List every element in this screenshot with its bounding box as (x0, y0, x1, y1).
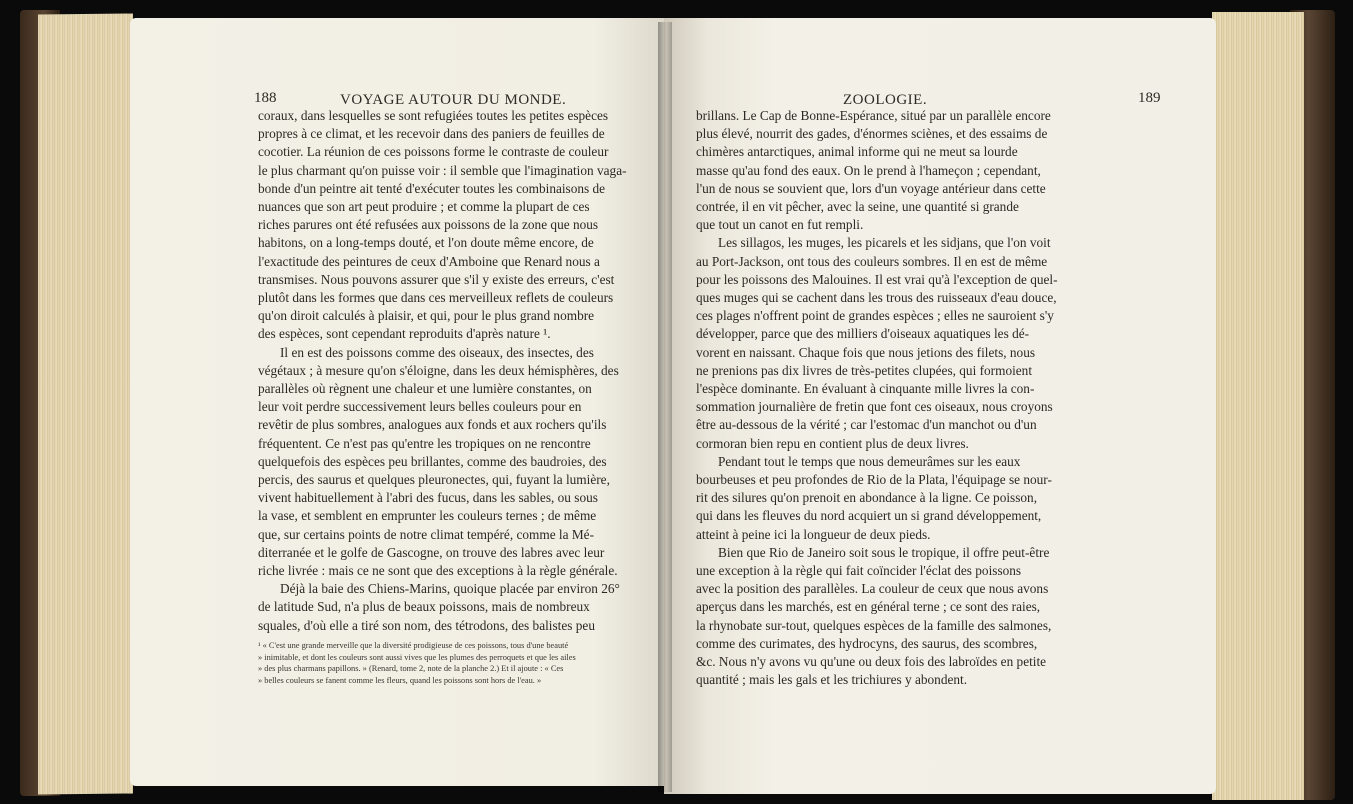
left-running-head: VOYAGE AUTOUR DU MONDE. (340, 92, 567, 108)
text-line: la rhynobate sur-tout, quelques espèces de la famille des salmones, (696, 617, 1052, 633)
text-line: rit des silures qu'on prenoit en abondance à la ligne. Ce poisson, (696, 490, 1038, 506)
text-line: que, sur certains points de notre climat tempéré, comme la Mé- (258, 526, 594, 542)
text-line: habitons, on a long-temps douté, et l'on doute même encore, de (258, 235, 594, 251)
footnote-line: » belles couleurs se fanent comme les fleurs, quand les poissons sont hors de l'eau. » (258, 675, 542, 685)
text-line: être au-dessous de la vérité ; car l'estomac d'un manchot ou d'un (696, 417, 1037, 433)
right-body-text (696, 107, 1108, 690)
right-running-head: ZOOLOGIE. (843, 92, 928, 108)
text-line: ne prenions pas dix livres de très-petites clupées, qui formoient (696, 362, 1033, 378)
text-line: Les sillagos, les muges, les picarels et les sidjans, que l'on voit (718, 235, 1051, 251)
text-line: fréquentent. Ce n'est pas qu'entre les tropiques on ne rencontre (258, 435, 591, 451)
text-line: qu'on diroit calculés à plaisir, et qui, pour le plus grand nombre (258, 308, 595, 324)
right-page-number: 189 (1138, 90, 1161, 106)
text-line: bourbeuses et peu profondes de Rio de la Plata, l'équipage se nour- (696, 472, 1052, 488)
text-line: Pendant tout le temps que nous demeurâmes sur les eaux (718, 453, 1021, 469)
footnote-line: » inimitable, et dont les couleurs sont aussi vives que les plumes des perroquets et que les ailes (258, 652, 576, 662)
text-line: parallèles où règnent une chaleur et une lumière constantes, on (258, 381, 592, 397)
text-line: avec la position des parallèles. La couleur de ceux que nous avons (696, 581, 1049, 597)
text-line: quantité ; mais les gals et les trichiures y abondent. (696, 672, 968, 688)
text-line: l'espèce dominante. En évaluant à cinquante mille livres la con- (696, 381, 1035, 397)
text-line: qui dans les fleuves du nord acquiert un si grand développement, (696, 508, 1042, 524)
text-line: vorent en naissant. Chaque fois que nous jetions des filets, nous (696, 344, 1036, 360)
left-body-text (258, 107, 658, 635)
text-line: que tout un canot en fut rempli. (696, 217, 864, 233)
text-line: propres à ce climat, et les recevoir dans des paniers de feuilles de (258, 126, 605, 142)
text-line: vivent habituellement à l'abri des fucus, dans les sables, ou sous (258, 490, 598, 506)
text-line: végétaux ; à mesure qu'on s'éloigne, dans les deux hémisphères, des (258, 362, 619, 378)
text-line: brillans. Le Cap de Bonne-Espérance, situé par un parallèle encore (696, 108, 1051, 123)
text-line: ces plages n'offrent point de grandes espèces ; elles ne sauroient s'y (696, 308, 1054, 324)
text-line: atteint à peine ici la longueur de deux pieds. (696, 526, 931, 542)
text-line: la vase, et semblent en emprunter les couleurs ternes ; de même (258, 508, 597, 524)
text-line: pour les poissons des Malouines. Il est vrai qu'à l'exception de quel- (696, 271, 1058, 287)
text-line: développer, parce que des milliers d'oiseaux aquatiques les dé- (696, 326, 1030, 342)
text-line: aperçus dans les marchés, est en général terne ; ce sont des raies, (696, 599, 1041, 615)
footnote-line: ¹ « C'est une grande merveille que la diversité prodigieuse de ces poissons, tous d'une beauté (258, 641, 569, 650)
text-line: l'exactitude des peintures de ceux d'Amboine que Renard nous a (258, 253, 600, 269)
page-edges-right (1212, 12, 1304, 800)
text-line: contrée, il en vit pêcher, avec la seine, une quantité si grande (696, 199, 1019, 215)
text-line: revêtir de plus sombres, analogues aux fonds et aux rochers qu'ils (258, 417, 607, 433)
text-line: diterranée et le golfe de Gascogne, on trouve des labres avec leur (258, 544, 605, 560)
text-line: ques muges qui se cachent dans les trous des ruisseaux d'eau douce, (696, 290, 1057, 306)
text-line: le plus charmant qu'on puisse voir : il semble que l'imagination vaga- (258, 162, 627, 178)
text-line: Il en est des poissons comme des oiseaux, des insectes, des (280, 344, 594, 360)
text-line: percis, des saurus et quelques pleuronectes, qui, fuyant la lumière, (258, 472, 610, 488)
text-line: de latitude Sud, n'a plus de beaux poissons, mais de nombreux (258, 599, 590, 615)
text-line: l'un de nous se souvient que, lors d'un voyage antérieur dans cette (696, 180, 1046, 196)
text-line: sommation journalière de fretin que font ces oiseaux, nous croyons (696, 399, 1053, 415)
text-line: plutôt dans les formes que dans ces merveilleux reflets de couleurs (258, 290, 614, 306)
text-line: leur voit perdre successivement leurs belles couleurs pour en (258, 399, 582, 415)
text-line: riche livrée : mais ce ne sont que des exceptions à la règle générale. (258, 563, 618, 579)
page-edges-left (38, 14, 133, 795)
footnote-line: » des plus charmans papillons. » (Renard, tome 2, note de la planche 2.) Et il ajoute : « Ces (258, 664, 564, 673)
text-line: une exception à la règle qui fait coïncider l'éclat des poissons (696, 563, 1022, 579)
text-line: riches parures ont été refusées aux poissons de la zone que nous (258, 217, 599, 233)
book-gutter (658, 22, 672, 792)
text-line: Bien que Rio de Janeiro soit sous le tropique, il offre peut-être (718, 544, 1050, 560)
text-line: squales, d'où elle a tiré son nom, des tétrodons, des balistes peu (258, 617, 595, 633)
left-page-number: 188 (254, 90, 277, 106)
text-line: comme des curimates, des hydrocyns, des saurus, des scombres, (696, 635, 1038, 651)
text-line: cormoran bien repu en contient plus de deux livres. (696, 435, 969, 451)
text-line: chimères antarctiques, animal informe qui ne meut sa lourde (696, 144, 1018, 160)
text-line: bonde d'un peintre ait tenté d'exécuter toutes les combinaisons de (258, 180, 606, 196)
text-line: cocotier. La réunion de ces poissons forme le contraste de couleur (258, 144, 609, 160)
text-line: nuances que son art peut produire ; et comme la plupart de ces (258, 199, 590, 215)
text-line: coraux, dans lesquelles se sont refugiées toutes les petites espèces (258, 108, 609, 123)
left-footnote (258, 640, 658, 686)
text-line: plus élevé, nourrit des gades, d'énormes sciènes, et des essaims de (696, 126, 1048, 142)
text-line: masse qu'au fond des eaux. On le prend à l'hameçon ; cependant, (696, 162, 1041, 178)
text-line: au Port-Jackson, ont tous des couleurs sombres. Il en est de même (696, 253, 1048, 269)
text-line: quelquefois des espèces peu brillantes, comme des baudroies, des (258, 453, 607, 469)
text-line: des espèces, sont cependant reproduits d'après nature ¹. (258, 326, 551, 342)
text-line: transmises. Nous pouvons assurer que s'il y existe des erreurs, c'est (258, 271, 615, 287)
text-line: &c. Nous n'y avons vu qu'une ou deux fois des labroïdes en petite (696, 654, 1047, 670)
text-line: Déjà la baie des Chiens-Marins, quoique placée par environ 26° (280, 581, 620, 597)
